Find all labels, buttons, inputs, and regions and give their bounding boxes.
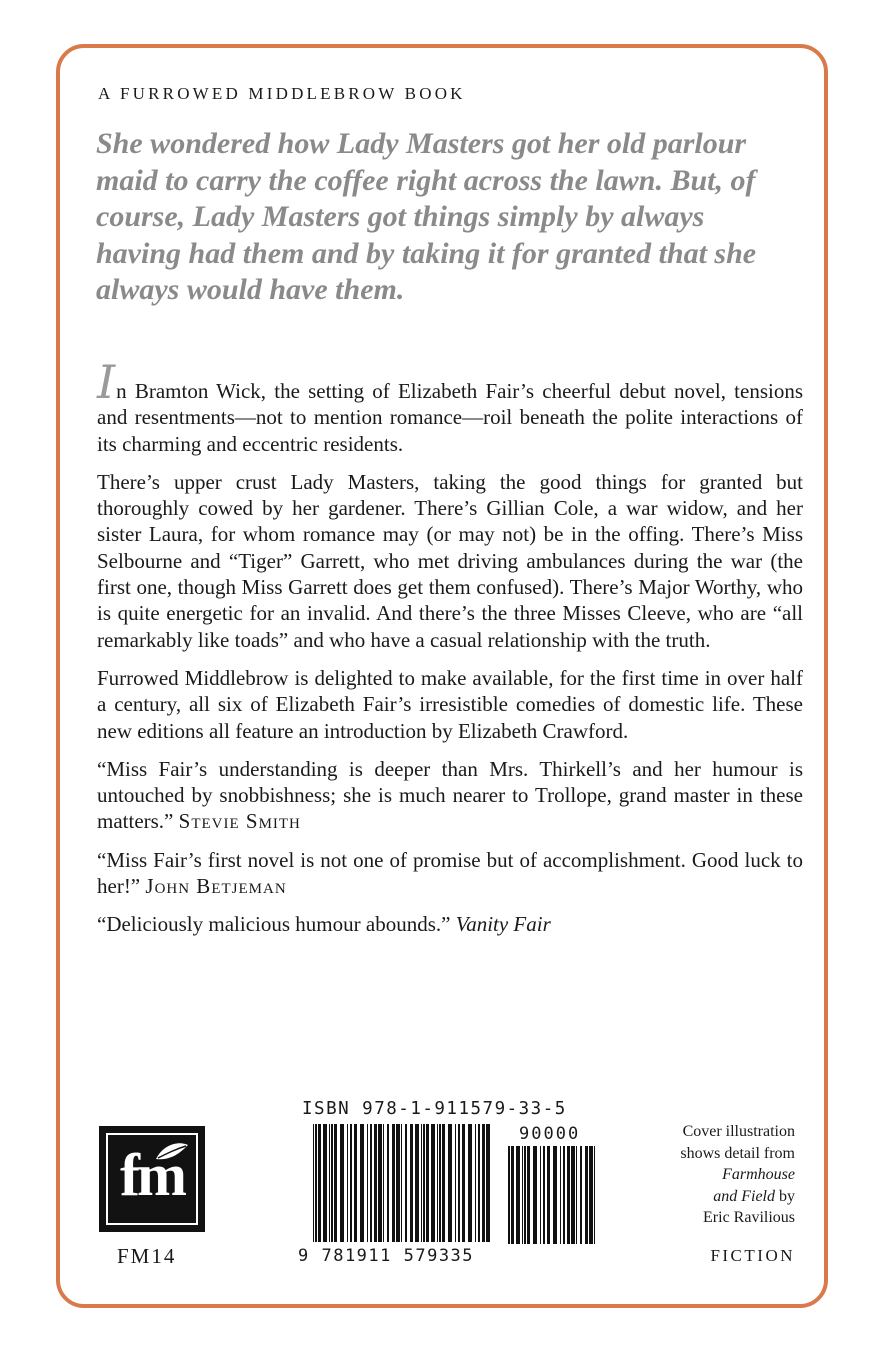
cover-credit [635,1121,795,1229]
barcode-bar [533,1146,537,1244]
barcode-bar [486,1124,490,1242]
barcode-bar [334,1124,337,1242]
barcode-bar [421,1124,422,1242]
barcode-bar [347,1124,348,1242]
barcode-bar [374,1124,377,1242]
barcode-bar [553,1146,557,1244]
review-quote: “Miss Fair’s understanding is deeper than Mrs. Thirkell’s and her humour is untouched by snobbishness; she is much nearer to Trollope, grand master in these matters.” [97,756,803,834]
barcode-bar [387,1124,389,1242]
barcode-bar [524,1146,526,1244]
credit-artwork-title: Farmhouse [722,1166,795,1183]
blurb-paragraph-3: Furrowed Middlebrow is delighted to make available, for the first time in over half a century, all six of Elizabeth Fair’s irresistible comedies of domestic life. These new editions all feature an introduction by Elizabeth Crawford. [97,665,803,743]
barcode-bar [478,1124,480,1242]
review-quote: “Miss Fair’s first novel is not one of promise but of accomplishment. Good luck to her!” [97,847,803,899]
isbn-barcode [313,1124,491,1242]
barcode-bar [508,1146,510,1244]
price-addon-digits: 90000 [519,1124,581,1144]
credit-artist: Eric Ravilious [703,1209,795,1226]
barcode-bar [426,1124,429,1242]
barcode-bar [560,1146,561,1244]
barcode-bar [475,1124,476,1242]
credit-by: by [775,1187,795,1205]
barcode-bar [576,1146,577,1244]
barcode-bar [360,1124,364,1242]
barcode-bar [431,1124,435,1242]
review-source: John Betjeman [145,874,287,899]
barcode-bar [439,1124,441,1242]
barcode-bar [482,1124,485,1242]
review-quote: “Deliciously malicious humour abounds.” [97,912,451,937]
barcode-bar [458,1124,460,1242]
blurb-paragraph-2: There’s upper crust Lady Masters, taking the good things for granted but thoroughly cowed by her gardener. There’s Gillian Cole, a war widow, and her sister Laura, for whom romance may (or may not) be in the offing. There’s Miss Selbourne and “Tiger” Garrett, who met driving ambulances during the war (the first one, though Miss Garrett does get them confused). There’s Major Worthy, who is quite energetic for an invalid. And there’s the three Misses Cleeve, who are “all remarkably like toads” and who have a casual relationship with the truth. [97,469,803,652]
drop-cap: I [97,355,116,409]
barcode-bar [567,1146,570,1244]
barcode-bar [401,1124,402,1242]
barcode-bar [516,1146,520,1244]
credit-line [635,1186,795,1208]
barcode-bar [329,1124,330,1242]
barcode-bar [547,1146,550,1244]
barcode-bar [442,1124,445,1242]
barcode-bar [410,1124,413,1242]
barcode-bar [415,1124,419,1242]
barcode-bar [540,1146,541,1244]
barcode-bar [527,1146,530,1244]
barcode-bar [313,1124,314,1242]
barcode-bar [594,1146,595,1244]
barcode-bar [522,1146,523,1244]
series-label: A FURROWED MIDDLEBROW BOOK [98,84,466,103]
barcode-bar [563,1146,565,1244]
barcode-bar [383,1124,384,1242]
barcode-bar [511,1146,514,1244]
review-3 [97,911,803,937]
barcode-bar [543,1146,545,1244]
review-source: Stevie Smith [178,809,301,834]
barcode-bar [580,1146,582,1244]
barcode-bar [378,1124,382,1242]
barcode-bar [423,1124,425,1242]
credit-line: Cover illustration [682,1123,795,1140]
barcode-bar [370,1124,372,1242]
price-addon-barcode [508,1146,598,1244]
barcode-bar [396,1124,400,1242]
barcode-digits: 9 781911 579335 [298,1246,475,1266]
barcode-bar [354,1124,357,1242]
isbn-label: ISBN 978-1-911579-33-5 [302,1099,567,1119]
publisher-logo [99,1126,205,1232]
barcode-bar [455,1124,456,1242]
barcode-bar [318,1124,321,1242]
barcode-bar [323,1124,327,1242]
barcode-bar [405,1124,407,1242]
barcode-bar [315,1124,317,1242]
barcode-bar [392,1124,395,1242]
series-number: FM14 [117,1244,177,1268]
barcode-bar [589,1146,593,1244]
review-2 [97,847,803,900]
review-1 [97,756,803,835]
review-source: Vanity Fair [455,912,551,937]
barcode-bar [468,1124,472,1242]
logo-text: fm [120,1142,184,1208]
pull-quote: She wondered how Lady Masters got her old parlour maid to carry the coffee right across the lawn. But, of course, Lady Masters got things simply by always having had them and by taking it for granted that she always would have them. [96,127,757,306]
barcode-bar [585,1146,588,1244]
barcode-bar [340,1124,344,1242]
barcode-bar [331,1124,333,1242]
barcode-bar [571,1146,575,1244]
barcode-bar [367,1124,368,1242]
barcode-bar [437,1124,438,1242]
barcode-bar [448,1124,452,1242]
category-label: FICTION [710,1246,795,1265]
blurb-paragraph-1-text: n Bramton Wick, the setting of Elizabeth Fair’s cheerful debut novel, tensions and resentments—not to mention romance—roil beneath the polite interactions of its charming and eccentric residents. [97,379,803,456]
blurb [97,355,803,950]
credit-line: shows detail from [680,1144,795,1162]
blurb-paragraph-1 [97,355,803,457]
barcode-bar [462,1124,465,1242]
barcode-bar [350,1124,352,1242]
credit-artwork-title: and Field [713,1187,775,1205]
